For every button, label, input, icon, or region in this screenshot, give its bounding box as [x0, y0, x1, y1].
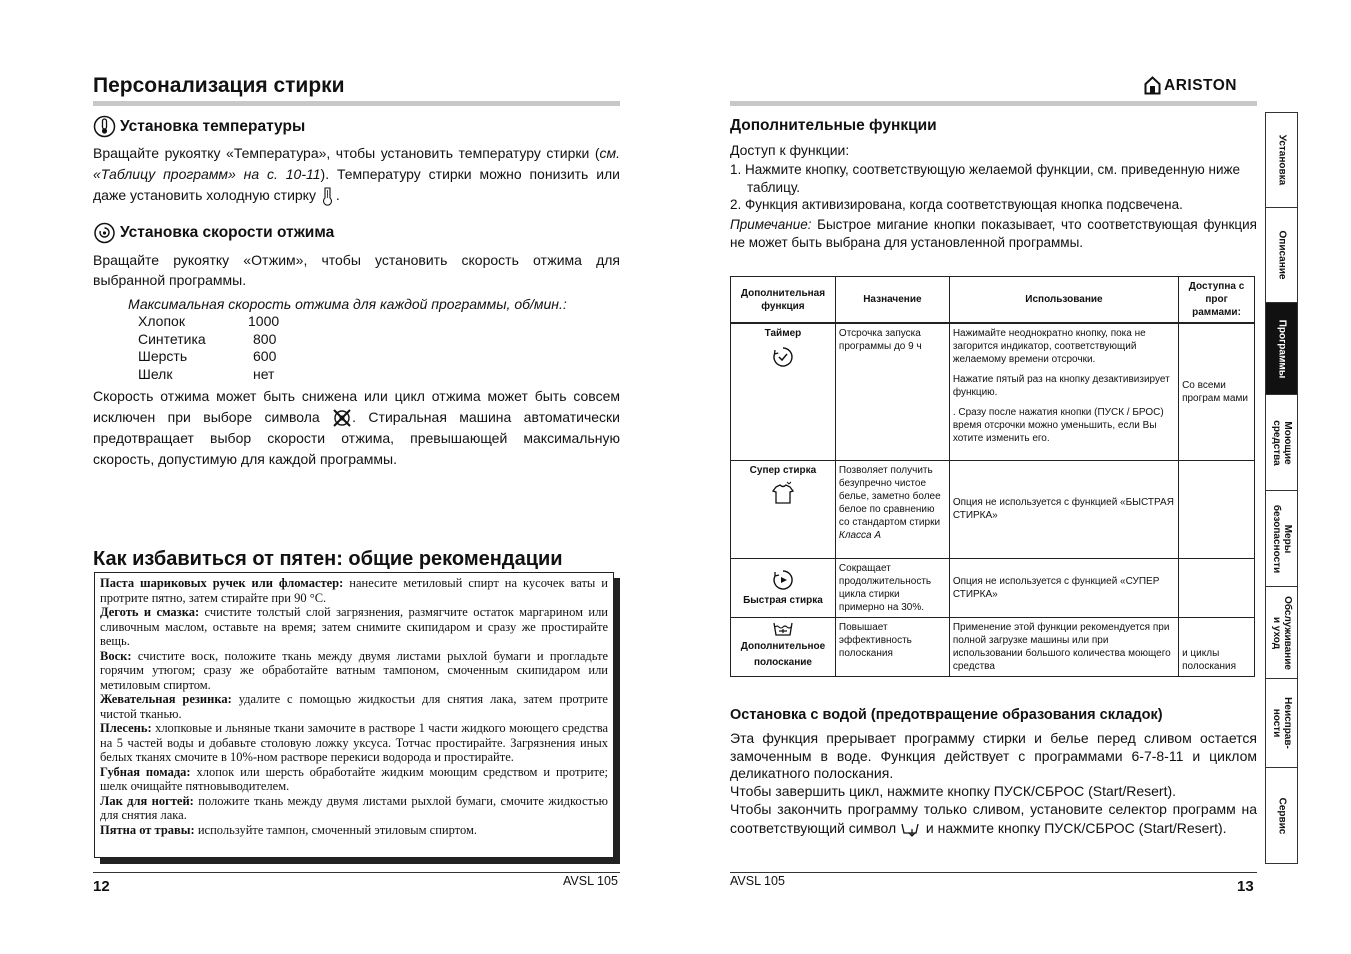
fast-usage: Опция не используется с функцией «СУПЕР СТИРКА» [949, 558, 1178, 617]
timer-usage: Нажимайте неоднократно кнопку, пока не загорится индикатор, соответствующий желаемому времени отсрочки. Нажатие пятый раз на кнопку дезактивизирует функцию. . Сразу после нажатия кнопки (ПУСК / БРОС) время отсрочки можно уменьшить, если Вы хотите изменить его. [949, 323, 1178, 460]
drain-icon [900, 821, 922, 837]
stain-item: Паста шариковых ручек или фломастер: нанесите метиловый спирт на кусочек ваты и протрите пятно, затем стирайте при 90 °С. [100, 576, 608, 605]
extra-functions-heading: Дополнительные функции [730, 117, 937, 134]
temperature-heading [93, 115, 305, 138]
spin-row: Хлопок 1000 [138, 313, 280, 329]
super-available [1179, 460, 1255, 558]
header-available: Доступна с прог раммами: [1179, 277, 1255, 324]
water-stop-p1: Эта функция прерывает программу стирки и белье перед сливом остается замоченным в воде. Функция действует с программами 6-7-8-11 и циклом деликатного полоскания. [730, 730, 1257, 781]
spin-row: Синтетика 800 [138, 330, 277, 347]
timer-name: Таймер [764, 328, 802, 339]
no-spin-icon [332, 408, 352, 428]
tab-maintenance[interactable]: Обслуживание и уход [1266, 587, 1297, 679]
header-usage: Использование [949, 277, 1178, 324]
spin-text: Вращайте рукоятку «Отжим», чтобы установить скорость отжима для выбранной программы. [93, 252, 620, 288]
table-row-rinse [731, 617, 1255, 676]
timer-cell [731, 323, 836, 460]
timer-icon [734, 346, 832, 368]
super-wash-icon [734, 481, 832, 505]
water-stop-p3: Чтобы закончить программу только сливом, установите селектор программ на соответствующий символ и нажмите кнопку ПУСК/СБРОС (Start/Resert). [730, 801, 1257, 836]
rinse-name: Дополнительное полоскание [740, 640, 826, 668]
rinse-icon [734, 621, 832, 637]
page-number-right: 13 [1237, 878, 1254, 895]
super-name: Супер стирка [749, 464, 817, 476]
extra-note: Примечание: Быстрое мигание кнопки показывает, что соответствующая функция не может быть выбрана для установленной программы. [730, 217, 1257, 250]
cold-wash-icon [320, 186, 336, 206]
model-right: AVSL 105 [730, 874, 785, 888]
extra-step-1: 1. Нажмите кнопку, соответствующую желаемой функции, см. приведенную ниже таблицу. [730, 162, 1241, 195]
tab-troubleshooting[interactable]: Неисправ- ности [1266, 679, 1297, 768]
extra-access: Доступ к функции: [730, 142, 850, 158]
water-stop-heading: Остановка с водой (предотвращение образования складок) [730, 707, 1163, 723]
timer-available: Со всеми програм мами [1179, 323, 1255, 460]
header-purpose: Назначение [835, 277, 949, 324]
stain-item: Жевательная резинка: удалите с помощью жидкостьи для снятия лака, затем протрите чистой тканью. [100, 692, 608, 721]
tab-detergents[interactable]: Моющие средства [1266, 395, 1297, 491]
tab-programs[interactable]: Программы [1266, 303, 1297, 395]
fast-name: Быстрая стирка [743, 594, 823, 606]
page-title: Персонализация стирки [93, 74, 345, 97]
fast-purpose: Сокращает продолжительность цикла стирки примерно на 30%. [835, 558, 949, 617]
rinse-cell [731, 617, 836, 676]
title-rule [93, 101, 620, 106]
super-purpose: Позволяет получить безупречно чистое белье, заметно более белое по сравнению со стандартом стирки Класса А [835, 460, 949, 558]
ariston-logo-icon [1144, 76, 1161, 95]
functions-table [730, 276, 1255, 677]
table-row-super [731, 460, 1255, 558]
spin-text-2: Скорость отжима может быть снижена или цикл отжима может быть совсем исключен при выборе символа . Стиральная машина автоматически предотвращает выбор скорости отжима, превышающей максимальную скорость, допустимую для каждой программы. [93, 388, 620, 468]
spin-icon [93, 221, 116, 244]
stain-item: Губная помада: хлопок или шерсть обработайте жидким моющим средством и протрите; шелк очищайте пятновыводителем. [100, 764, 609, 793]
stains-title: Как избавиться от пятен: общие рекомендации [93, 548, 563, 570]
tab-installation[interactable]: Установка [1266, 113, 1297, 208]
stain-item: Плесень: хлопковые и льняные ткани замочите в растворе 1 части жидкого моющего средства на 5 частей воды и добавьте столовую ложку уксуса. Тотчас простирайте. Загрязнения иных белых тканях смочите в 10%-ном растворе перекиси водорода и простирайте. [100, 721, 608, 764]
rinse-purpose: Повышает эффективность полоскания [835, 617, 949, 676]
section-tabs [1265, 112, 1298, 864]
stain-item: Лак для ногтей: положите ткань между двумя листами рыхлой бумаги, смочите жидкостью для снятия лака. [100, 793, 609, 822]
stain-item: Воск: счистите воск, положите ткань между двумя листами рыхлой бумаги и прогладьте горячим утюгом; сразу же обработайте ватным тампоном, смоченным скипидаром или метиловым спиртом. [100, 648, 608, 692]
spin-row: Шерсть 600 [138, 348, 277, 364]
table-row-timer [731, 323, 1255, 460]
fast-wash-icon [734, 569, 832, 591]
stain-item: Деготь и смазка: счистите толстый слой загрязнения, размягчите остаток маргарином или сливочным маслом, оставьте на время; затем снимите скипидаром и сразу же простирайте вещь. [100, 605, 608, 648]
rinse-usage: Применение этой функции рекомендуется при полной загрузке машины или при использовании большого количества моющего средства [949, 617, 1178, 676]
fast-cell [731, 558, 836, 617]
table-header-row [731, 277, 1255, 324]
super-cell [731, 460, 836, 558]
tab-safety[interactable]: Меры безопасности [1266, 491, 1297, 587]
header-function: Дополнительная функция [731, 277, 836, 324]
tab-description[interactable]: Описание [1266, 208, 1297, 303]
table-row-fast [731, 558, 1255, 617]
brand-name: ARISTON [1164, 76, 1237, 94]
footer-rule-left [93, 872, 620, 873]
model-left: AVSL 105 [563, 874, 618, 888]
spin-max-label: Максимальная скорость отжима для каждой программы, об/мин.: [128, 296, 567, 312]
rinse-available: и циклы полоскания [1179, 617, 1255, 676]
temperature-icon [93, 115, 116, 138]
super-usage: Опция не используется с функцией «БЫСТРАЯ СТИРКА» [949, 460, 1178, 558]
spin-heading [93, 221, 334, 244]
footer-rule-right [730, 872, 1257, 873]
fast-available [1179, 558, 1255, 617]
spin-heading-text: Установка скорости отжима [120, 223, 335, 241]
temperature-text: Вращайте рукоятку «Температура», чтобы установить температуру стирки (см. «Таблицу программ» на с. 10-11). Температуру стирки можно понизить или даже установить холодную стирку . [93, 143, 620, 206]
temperature-heading-text: Установка температуры [120, 117, 306, 135]
page-number-left: 12 [93, 878, 110, 895]
extra-step-2: 2. Функция активизирована, когда соответствующая кнопка подсвечена. [730, 197, 1183, 212]
spin-row: Шелк нет [138, 365, 275, 382]
stain-item: Пятна от травы: используйте тампон, смоченный этиловым спиртом. [100, 822, 478, 837]
spin-speed-table [138, 313, 279, 383]
stains-box [94, 572, 614, 858]
tab-service[interactable]: Сервис [1276, 797, 1287, 834]
timer-purpose: Отсрочка запуска программы до 9 ч [835, 323, 949, 460]
top-rule-right [730, 101, 1257, 106]
brand-logo [1144, 76, 1237, 95]
water-stop-p2: Чтобы завершить цикл, нажмите кнопку ПУСК/СБРОС (Start/Resert). [730, 783, 1177, 799]
